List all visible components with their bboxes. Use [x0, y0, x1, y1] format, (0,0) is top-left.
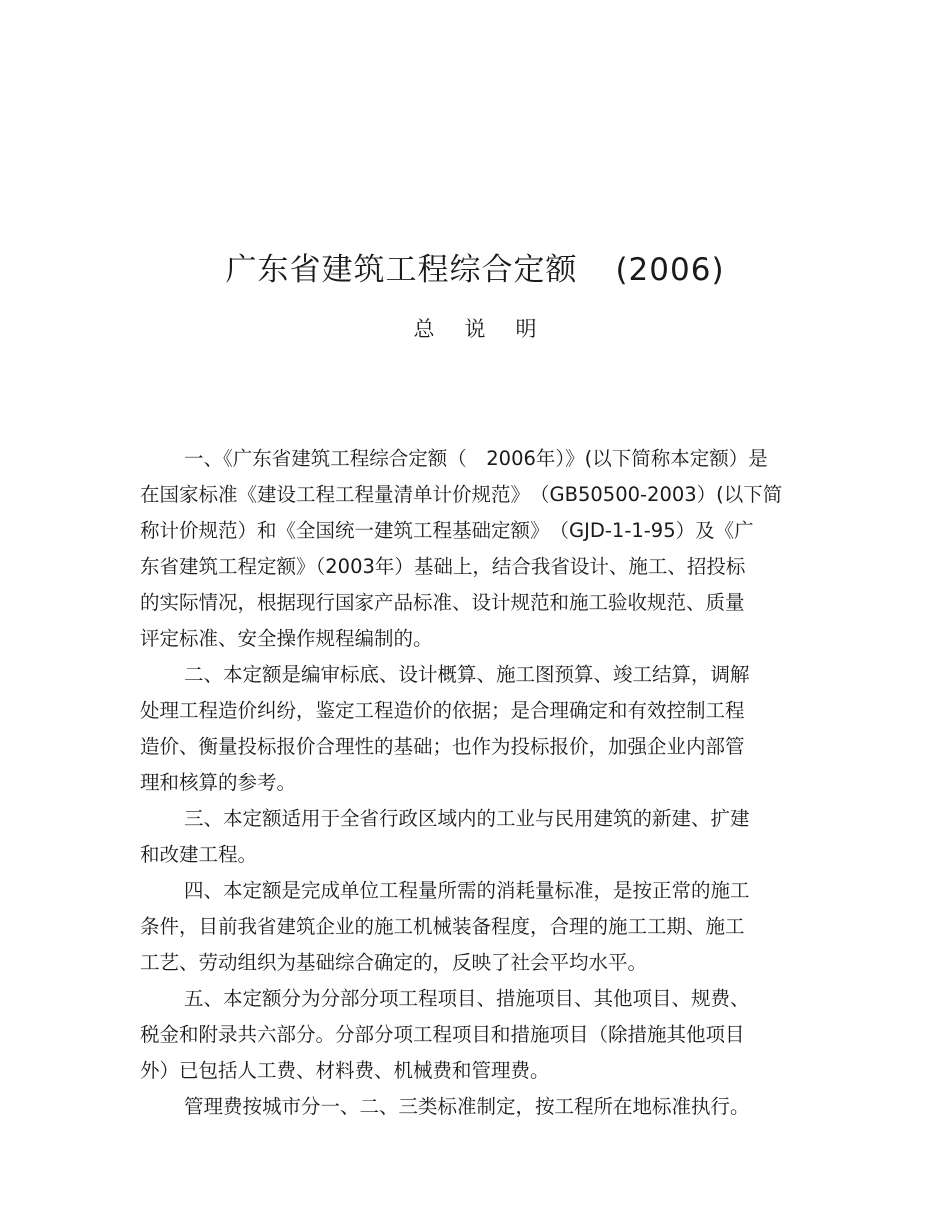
- paragraph-line: 称计价规范）和《全国统一建筑工程基础定额》 （GJD-1-1-95）及《广: [140, 519, 754, 542]
- paragraph-4: [140, 873, 820, 981]
- document-subtitle: 总说明: [413, 317, 567, 341]
- paragraph-line: 三、本定额适用于全省行政区域内的工业与民用建筑的新建、扩建: [184, 807, 750, 830]
- paragraph-line: 工艺、劳动组织为基础综合确定的，反映了社会平均水平。: [140, 951, 648, 974]
- paragraph-2: [140, 657, 820, 801]
- paragraph-line: 管理费按城市分一、二、三类标准制定，按工程所在地标准执行。: [184, 1095, 750, 1118]
- document-title: [0, 244, 950, 289]
- paragraph-3: [140, 801, 820, 873]
- paragraph-line: 外）已包括人工费、材料费、机械费和管理费。: [140, 1059, 550, 1082]
- paragraph-line: 税金和附录共六部分。分部分项工程项目和措施项目（除措施其他项目: [140, 1023, 745, 1046]
- paragraph-line: 条件，目前我省建筑企业的施工机械装备程度，合理的施工工期、施工: [140, 915, 745, 938]
- document-title-year: (2006): [615, 252, 725, 288]
- paragraph-line: 五、本定额分为分部分项工程项目、措施项目、其他项目、规费、: [184, 987, 750, 1010]
- paragraph-line: 四、本定额是完成单位工程量所需的消耗量标准，是按正常的施工: [184, 879, 750, 902]
- paragraph-line: 评定标准、安全操作规程编制的。: [140, 627, 433, 650]
- document-title-main: 广东省建筑工程综合定额: [225, 252, 578, 288]
- paragraph-line: 理和核算的参考。: [140, 771, 297, 794]
- paragraph-line: 和改建工程。: [140, 843, 258, 866]
- document-body: [140, 441, 820, 1125]
- paragraph-5: [140, 981, 820, 1089]
- paragraph-line: 东省建筑工程定额》（2003年）基础上，结合我省设计、施工、招投标: [140, 555, 746, 578]
- paragraph-line: 在国家标准《建设工程工程量清单计价规范》 （GB50500-2003）(以下简: [140, 483, 783, 506]
- paragraph-line: 处理工程造价纠纷，鉴定工程造价的依据；是合理确定和有效控制工程: [140, 699, 745, 722]
- paragraph-line: 的实际情况，根据现行国家产品标准、设计规范和施工验收规范、质量: [140, 591, 745, 614]
- paragraph-line: 造价、衡量投标报价合理性的基础；也作为投标报价，加强企业内部管: [140, 735, 745, 758]
- paragraph-6: [140, 1089, 820, 1125]
- paragraph-line: 一、《广东省建筑工程综合定额（ 2006年）》(以下简称本定额）是: [184, 447, 768, 470]
- paragraph-line: 二、本定额是编审标底、设计概算、施工图预算、竣工结算，调解: [184, 663, 750, 686]
- paragraph-1: [140, 441, 820, 657]
